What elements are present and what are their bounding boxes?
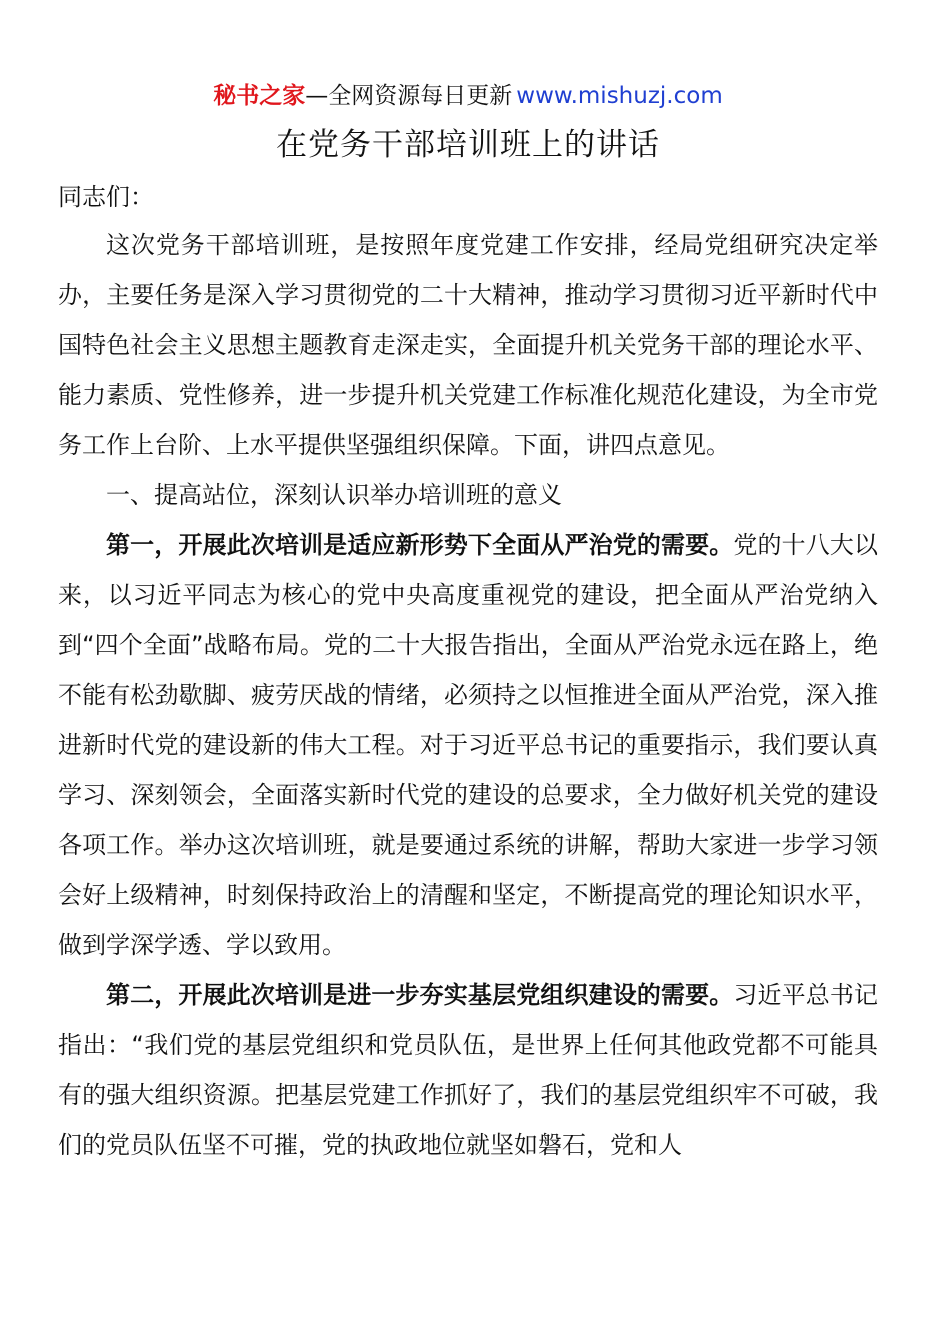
site-header [58, 78, 878, 114]
brand-name: 秘书之家 [213, 83, 306, 109]
section-heading-1: 一、提高站位，深刻认识举办培训班的意义 [106, 481, 562, 509]
point-2-body: 习近平总书记指出：“我们党的基层党组织和党员队伍，是世界上任何其他政党都不可能具有的强大组织资源。把基层党建工作抓好了，我们的基层党组织牢不可破，我们的党员队伍坚不可摧，党的执政地位就坚如磐石，党和人 [58, 981, 879, 1159]
point-2-lead: 第二，开展此次培训是进一步夯实基层党组织建设的需要。 [106, 981, 734, 1009]
paragraph-point-2 [58, 970, 878, 1170]
document-page [58, 78, 878, 1170]
salutation: 同志们： [58, 183, 154, 211]
paragraph-point-1 [58, 520, 878, 970]
intro-paragraph: 这次党务干部培训班，是按照年度党建工作安排，经局党组研究决定举办，主要任务是深入学习贯彻党的二十大精神，推动学习贯彻习近平新时代中国特色社会主义思想主题教育走深走实，全面提升机关党务干部的理论水平、能力素质、党性修养，进一步提升机关党建工作标准化规范化建设，为全市党务工作上台阶、上水平提供坚强组织保障。下面，讲四点意见。 [58, 231, 878, 459]
document-title: 在党务干部培训班上的讲话 [276, 127, 660, 163]
point-1-body: 党的十八大以来，以习近平同志为核心的党中央高度重视党的建设，把全面从严治党纳入到“四个全面”战略布局。党的二十大报告指出，全面从严治党永远在路上，绝不能有松劲歇脚、疲劳厌战的情绪，必须持之以恒推进全面从严治党，深入推进新时代党的建设新的伟大工程。对于习近平总书记的重要指示，我们要认真学习、深刻领会，全面落实新时代党的建设的总要求，全力做好机关党的建设各项工作。举办这次培训班，就是要通过系统的讲解，帮助大家进一步学习领会好上级精神，时刻保持政治上的清醒和坚定，不断提高党的理论知识水平，做到学深学透、学以致用。 [58, 531, 879, 959]
header-tagline: —全网资源每日更新 [305, 83, 513, 109]
site-url-link[interactable]: www.mishuzj.com [516, 83, 723, 109]
point-1-lead: 第一，开展此次培训是适应新形势下全面从严治党的需要。 [106, 531, 734, 559]
